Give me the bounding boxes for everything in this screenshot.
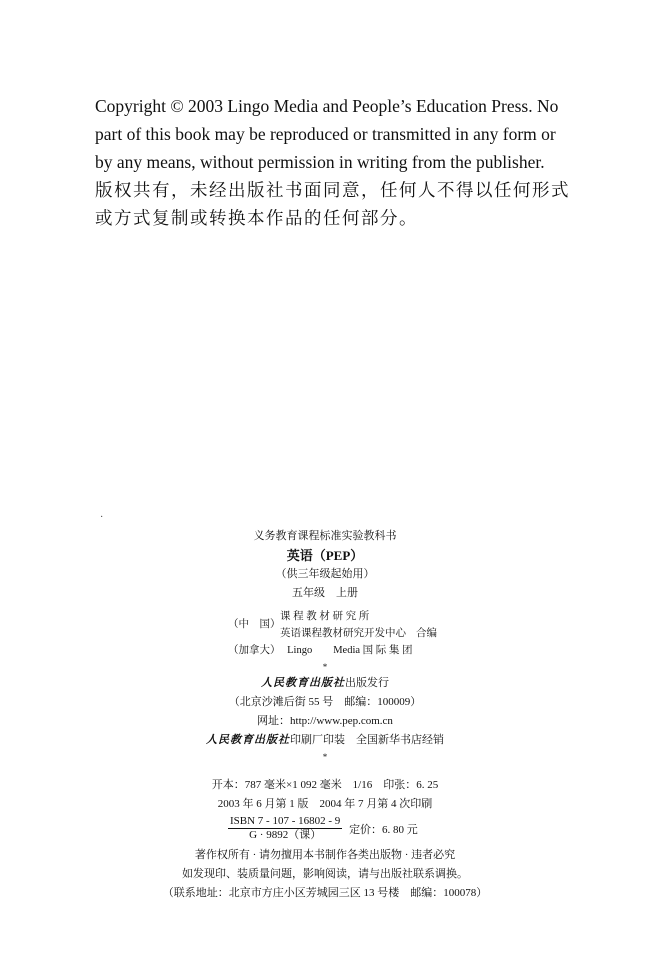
copyright-cn-line-2: 或方式复制或转换本作品的任何部分。 (95, 208, 418, 228)
printer-line (0, 731, 650, 750)
colophon-header (0, 527, 650, 603)
editor-canada-block (228, 642, 413, 659)
book-title: 英语（PEP） (286, 548, 364, 563)
publisher-line (0, 674, 650, 693)
copyright-en-line-3: by any means, without permission in writing from the publisher. (95, 152, 545, 172)
editor-china-label: （中 国） (228, 619, 281, 630)
printer-suffix: 印刷厂印装 全国新华书店经销 (290, 734, 444, 746)
isbn-fraction (228, 815, 342, 842)
isbn-number: ISBN 7 - 107 - 16802 - 9 (230, 815, 341, 827)
editor-china-institute: 课 程 教 材 研 究 所 (280, 611, 370, 622)
contact-line: （联系地址：北京市方庄小区芳城园三区 13 号楼 邮编：100078） (162, 887, 488, 899)
isbn-price-block (228, 815, 418, 842)
publisher-website: 网址：http://www.pep.com.cn (257, 715, 393, 727)
publisher-suffix: 出版发行 (345, 677, 389, 689)
rights-line: 著作权所有 · 请勿擅用本书制作各类出版物 · 违者必究 (194, 849, 456, 861)
copyright-cn-line-1: 版权共有，未经出版社书面同意，任何人不得以任何形式 (95, 180, 570, 200)
copyright-en-line-1: Copyright © 2003 Lingo Media and People’s Education Press. No (95, 96, 559, 116)
usage-note: （供三年级起始用） (275, 568, 375, 580)
quality-line: 如发现印、装质量问题，影响阅读，请与出版社联系调换。 (182, 868, 468, 880)
editor-china-center: 英语课程教材研究开发中心 (280, 628, 406, 639)
publisher-address: （北京沙滩后街 55 号 邮编：100009） (228, 696, 422, 708)
copyright-notice (95, 92, 595, 232)
stray-dot: · (100, 512, 104, 523)
editor-joint-label: 合编 (416, 628, 437, 639)
separator-star-1: * (322, 662, 328, 672)
series-title: 义务教育课程标准实验教科书 (253, 530, 397, 542)
edition-line: 2003 年 6 月第 1 版 2004 年 7 月第 4 次印刷 (217, 798, 433, 810)
printer-logo: 人民教育出版社 (206, 734, 290, 746)
editor-canada-name: Lingo Media 国 际 集 团 (287, 645, 413, 656)
colophon-footer (0, 846, 650, 903)
price-label: 定价：6. 80 元 (349, 823, 418, 836)
colophon-publisher (0, 660, 650, 764)
category-code: G · 9892（课） (249, 829, 322, 841)
editor-canada-label: （加拿大） (228, 645, 281, 656)
format-line: 开本：787 毫米×1 092 毫米 1/16 印张：6. 25 (211, 779, 439, 791)
grade-volume: 五年级 上册 (292, 587, 358, 599)
separator-star-2: * (322, 752, 328, 762)
copyright-en-line-2: part of this book may be reproduced or transmitted in any form or (95, 124, 556, 144)
publisher-logo: 人民教育出版社 (261, 677, 345, 689)
colophon-specs (0, 776, 650, 814)
